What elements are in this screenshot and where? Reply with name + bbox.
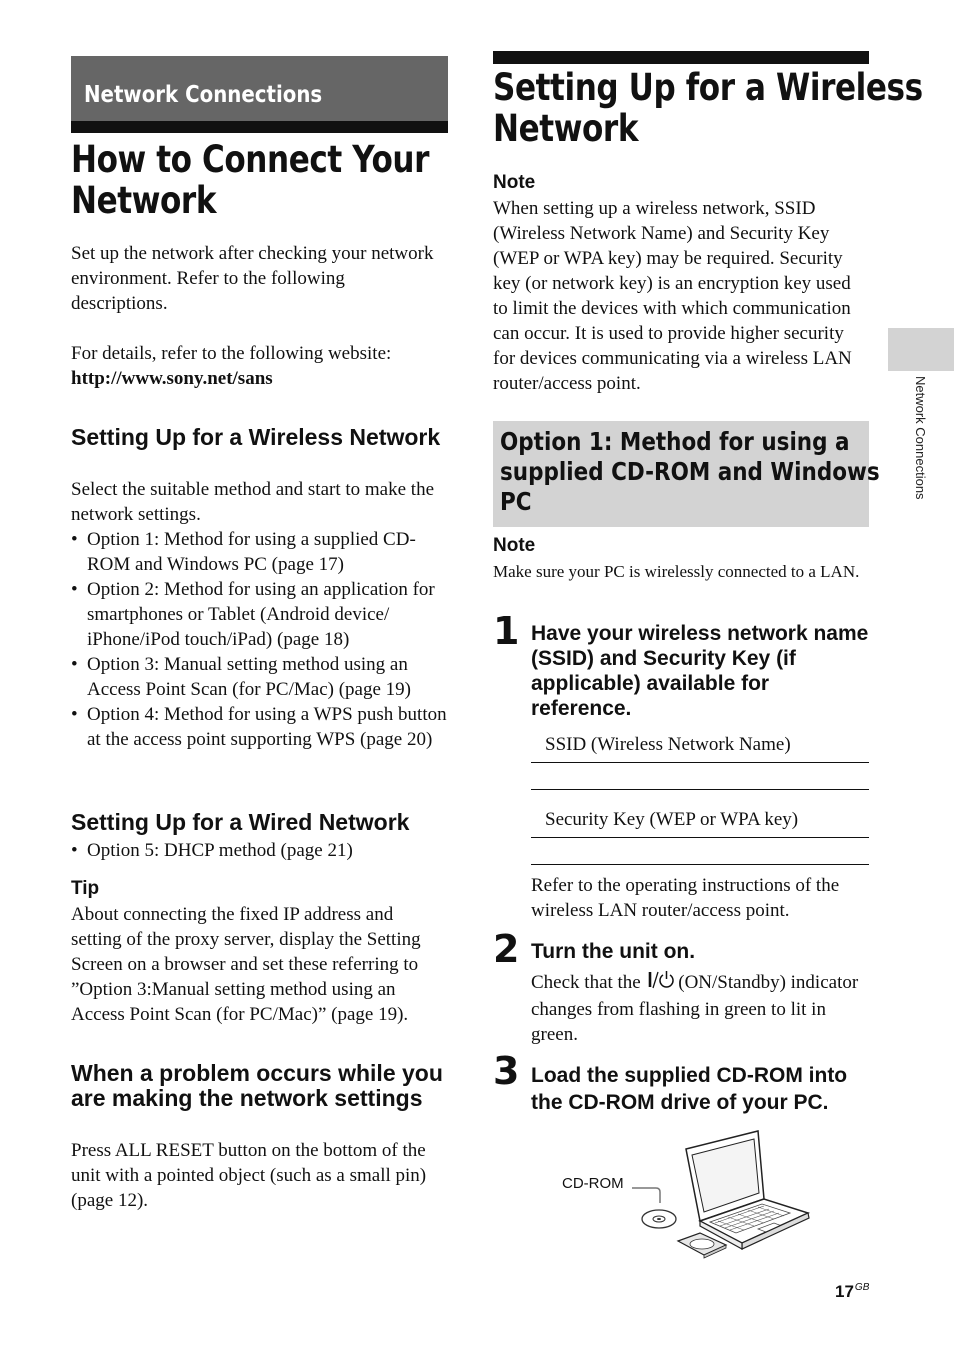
section-banner-title: Network Connections [84,82,323,108]
step-text [531,970,869,1047]
list-item: • Option 1: Method for using a supplied CD-ROM and Windows PC (page 17) [71,527,448,577]
list-item: • Option 4: Method for using a WPS push button at the access point supporting WPS (page 20) [71,702,448,752]
step-text-before: Check that the [531,972,641,993]
option-heading-line1: Option 1: Method for using a [500,427,850,456]
option-heading [500,427,880,517]
wired-options-list [71,838,448,863]
page-title-line2: Network [71,179,217,222]
option-heading-line3: PC [500,487,532,516]
ssid-blank-line [531,789,869,790]
note-text: When setting up a wireless network, SSID (Wireless Network Name) and Security Key (WEP or WPA key) may be required. Security key (or network key) is an encryption key used to limit the devices with which communication can occur. It is used to provide higher security for devices communicating via a wireless LAN router/access point. [493,198,852,394]
right-title-line1: Setting Up for a Wireless [493,66,923,109]
wireless-section [71,477,448,752]
details-url[interactable]: http://www.sony.net/sans [71,368,273,389]
right-title-rule [493,51,869,64]
problem-text: Press ALL RESET button on the bottom of the unit with a pointed object (such as a small pin) (page 12). [71,1140,427,1211]
note-label: Note [493,535,536,556]
option-heading-line2: supplied CD-ROM and Windows [500,457,880,486]
wireless-options-list [71,527,448,752]
right-title-line2: Network [493,107,639,150]
side-tab-label: Network Connections [913,376,928,500]
step-text: Refer to the operating instructions of the wireless LAN router/access point. [531,875,840,921]
step-text-after: (ON/Standby) indicator changes from flashing in green to lit in green. [531,972,859,1045]
tip-text: About connecting the fixed IP address and setting of the proxy server, display the Setting Screen on a browser and set these referring to ”Option 3:Manual setting method using an Access Point Scan (for PC/Mac)” (page 19). [71,904,421,1025]
ssid-field-line [531,762,869,763]
wireless-text: Select the suitable method and start to make the network settings. [71,479,435,525]
page-number [835,1282,869,1302]
ssid-field-label: SSID (Wireless Network Name) [545,734,791,755]
cd-disc-icon [642,1210,676,1228]
side-tab [888,328,954,371]
problem-heading: When a problem occurs while you are making the network settings [71,1060,443,1111]
laptop-icon [630,1125,820,1260]
laptop-cd-illustration [630,1125,820,1260]
step-number: 1 [493,609,520,653]
security-key-field-label: Security Key (WEP or WPA key) [545,809,799,830]
right-title [493,67,923,149]
tip-label: Tip [71,878,100,899]
security-key-field-line [531,837,869,838]
security-key-blank-line [531,864,869,865]
wired-heading: Setting Up for a Wired Network [71,809,410,835]
details-text: For details, refer to the following website: [71,343,392,364]
note-label: Note [493,172,536,193]
note-text: Make sure your PC is wirelessly connected to a LAN. [493,562,860,581]
power-standby-icon [646,970,674,997]
page-title [71,139,429,221]
page-title-line1: How to Connect Your [71,138,430,181]
page-number-value: 17 [835,1282,854,1301]
list-item: • Option 5: DHCP method (page 21) [71,838,448,863]
wireless-heading: Setting Up for a Wireless Network [71,424,441,450]
step-number: 3 [493,1049,520,1093]
step-title: Have your wireless network name (SSID) and Security Key (if applicable) available for reference. [531,622,869,720]
intro-text: Set up the network after checking your network environment. Refer to the following descriptions. [71,243,434,314]
step-title: Turn the unit on. [531,940,696,963]
list-item: • Option 2: Method for using an application for smartphones or Tablet (Android device/ iPhone/iPod touch/iPad) (page 18) [71,577,448,652]
step-number: 2 [493,927,520,971]
page-number-suffix: GB [854,1282,870,1294]
list-item: • Option 3: Manual setting method using an Access Point Scan (for PC/Mac) (page 19) [71,652,448,702]
banner-rule [71,121,448,133]
step-title: Load the supplied CD-ROM into the CD-ROM drive of your PC. [531,1064,848,1114]
cd-rom-label: CD-ROM [562,1175,624,1192]
details-block [71,341,448,391]
